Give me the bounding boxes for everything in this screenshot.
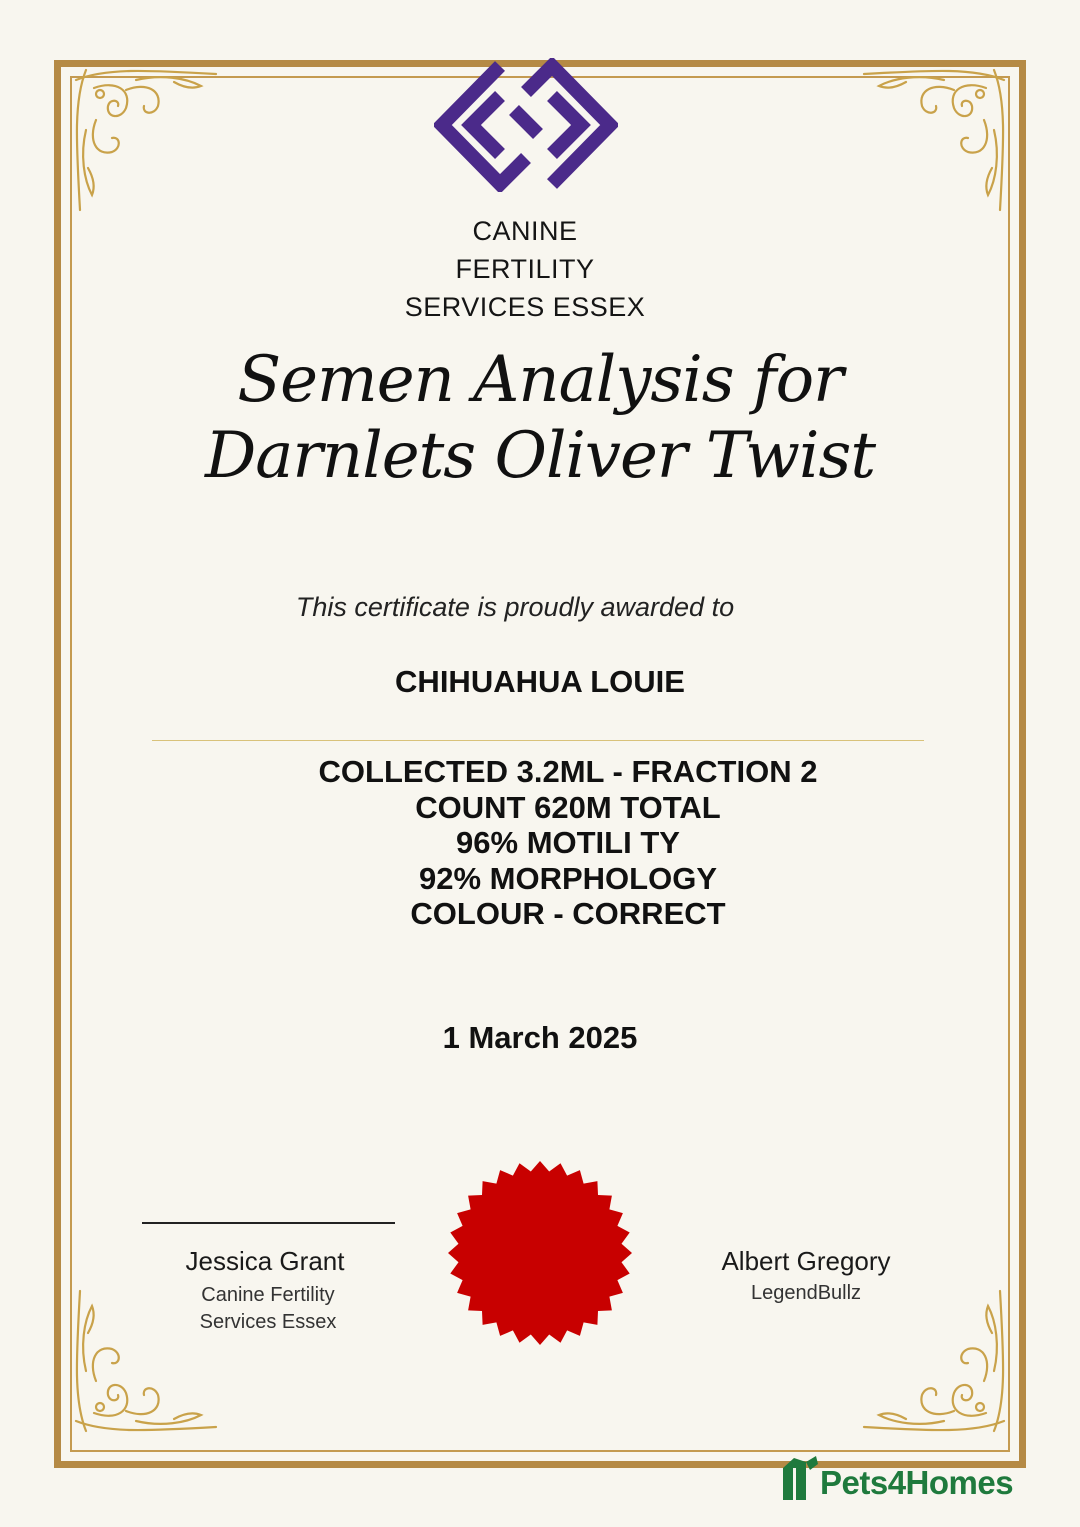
red-seal-icon (446, 1159, 634, 1347)
certificate-title: Semen Analysis for Darnlets Oliver Twist (204, 343, 876, 493)
pets4homes-logo-icon (780, 1454, 820, 1500)
signature-line (142, 1222, 395, 1224)
awarded-text: This certificate is proudly awarded to (295, 592, 735, 622)
result-line: COUNT 620M TOTAL (415, 789, 721, 825)
recipient-name: CHIHUAHUA LOUIE (395, 664, 685, 699)
result-line: COLLECTED 3.2ML - FRACTION 2 (318, 754, 818, 789)
result-line: 96% MOTILI TY (456, 825, 680, 860)
result-line: COLOUR - CORRECT (410, 896, 726, 931)
corner-ornament-icon (844, 60, 1014, 230)
divider (152, 740, 924, 741)
signer-left-name: Jessica Grant (185, 1246, 345, 1276)
organization-name: CANINE FERTILITY SERVICES ESSEX (404, 216, 646, 322)
signer-right-organization: LegendBullz (750, 1282, 862, 1304)
analysis-results (268, 754, 868, 932)
corner-ornament-icon (66, 60, 236, 230)
signer-left-organization: Canine Fertility Services Essex (199, 1284, 337, 1333)
interlocking-diamond-logo-icon (434, 58, 618, 192)
certificate-date: 1 March 2025 (442, 1020, 638, 1055)
result-line: 92% MORPHOLOGY (419, 860, 717, 896)
pets4homes-watermark (780, 1452, 1040, 1504)
watermark-text: Pets4Homes (820, 1464, 1014, 1501)
signer-right-name: Albert Gregory (721, 1246, 891, 1276)
